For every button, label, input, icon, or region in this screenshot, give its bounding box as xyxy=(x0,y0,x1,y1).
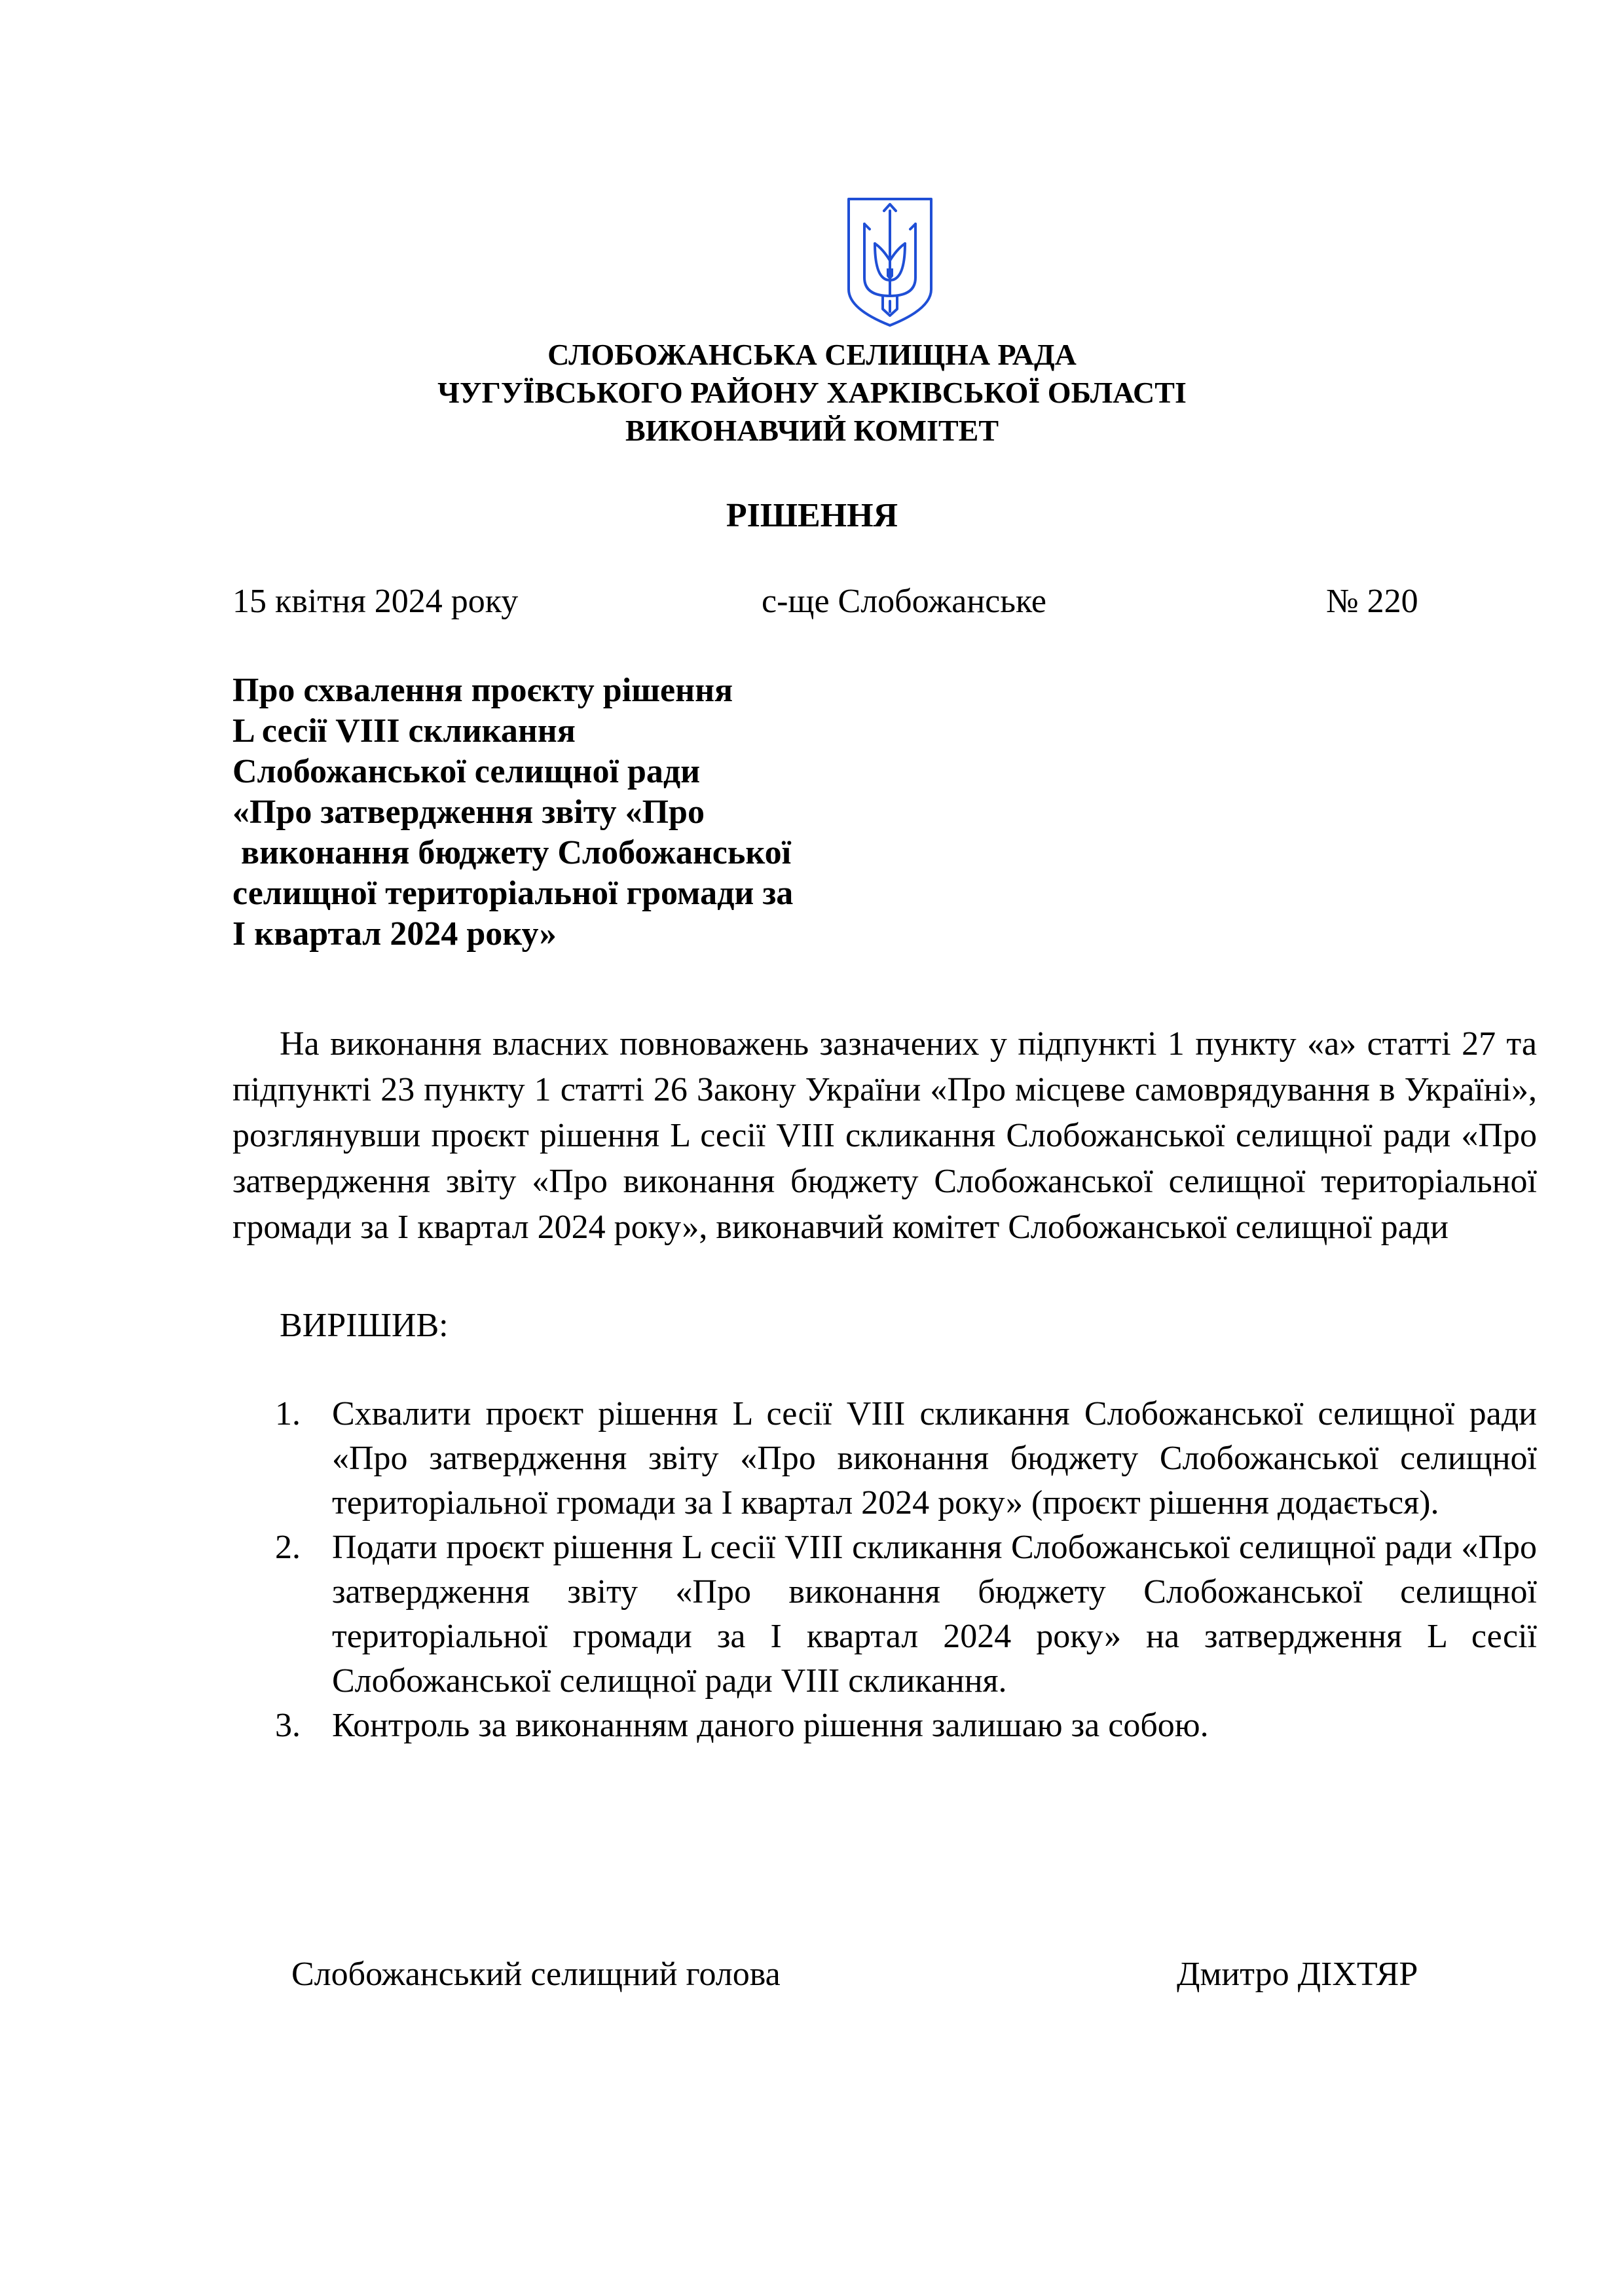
district-region-name: ЧУГУЇВСЬКОГО РАЙОНУ ХАРКІВСЬКОЇ ОБЛАСТІ xyxy=(437,376,1187,409)
decision-date: 15 квітня 2024 року xyxy=(232,583,519,620)
preamble-paragraph: На виконання власних повноважень зазначених у підпункті 1 пункту «а» статті 27 та підпункті 23 пункту 1 статті 26 Закону України «Про місцеве самоврядування в Україні», розглянувши проєкт рішення L сесії VIII скликання Слобожанської селищної ради «Про затвердження звіту «Про виконання бюджету Слобожанської селищної територіальної громади за І квартал 2024 року», виконавчий комітет Слобожанської селищної ради xyxy=(232,1025,1537,1246)
executive-committee-name: ВИКОНАВЧИЙ КОМІТЕТ xyxy=(625,414,999,447)
list-item-number: 3. xyxy=(275,1707,301,1744)
list-item-text: Схвалити проєкт рішення L сесії VIII скликання Слобожанської селищної ради «Про затвердження звіту «Про виконання бюджету Слобожанської селищної територіальної громади за І квартал 2024 року» (проєкт рішення додається). xyxy=(332,1395,1537,1522)
list-item xyxy=(275,1704,1537,1748)
subject-line: селищної територіальної громади за xyxy=(232,875,794,912)
signatory-position: Слобожанський селищний голова xyxy=(291,1956,781,1993)
subject-line: «Про затвердження звіту «Про xyxy=(232,793,705,831)
decision-number: № 220 xyxy=(1326,583,1418,620)
subject-line: L сесії VIII скликання xyxy=(232,712,576,750)
subject-line: Про схвалення проєкту рішення xyxy=(232,672,733,709)
document-title: РІШЕННЯ xyxy=(726,497,898,534)
list-item-text: Контроль за виконанням даного рішення залишаю за собою. xyxy=(332,1707,1209,1744)
decision-list xyxy=(275,1392,1537,1748)
list-item-number: 2. xyxy=(275,1529,301,1566)
list-item-text: Подати проєкт рішення L сесії VIII скликання Слобожанської селищної ради «Про затвердження звіту «Про виконання бюджету Слобожанської селищної територіальної громади за І квартал 2024 року» на затвердження L сесії Слобожанської селищної ради VIII скликання. xyxy=(332,1529,1537,1700)
list-item-number: 1. xyxy=(275,1395,301,1432)
resolved-heading: ВИРІШИВ: xyxy=(280,1307,449,1344)
decision-place: с-ще Слобожанське xyxy=(762,583,1046,620)
list-item xyxy=(275,1392,1537,1525)
council-name: СЛОБОЖАНСЬКА СЕЛИЩНА РАДА xyxy=(547,338,1077,371)
trident-coat-of-arms-icon xyxy=(846,196,934,327)
subject-line: Слобожанської селищної ради xyxy=(232,753,701,790)
subject-line: виконання бюджету Слобожанської xyxy=(232,834,792,871)
signatory-name: Дмитро ДІХТЯР xyxy=(1177,1956,1418,1993)
decision-subject xyxy=(232,670,953,955)
list-item xyxy=(275,1525,1537,1704)
subject-line: І квартал 2024 року» xyxy=(232,915,557,953)
